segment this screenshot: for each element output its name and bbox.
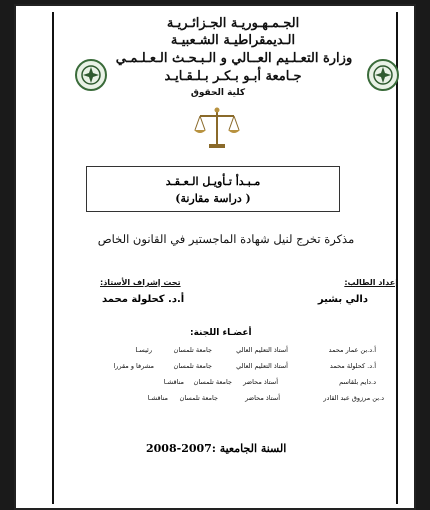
supervisor-name: أ.د. كحلولة محمد [102,294,185,305]
jury-member-name: د.دايم بلقاسم [339,378,376,386]
jury-row [56,362,398,374]
thesis-title-box [86,166,340,212]
jury-member-role: مناقشـا [163,378,184,386]
header-line-university: جـامعة أبـو بـكـر بـلـقـايـد [164,69,302,84]
jury-member-university: جامعة تلمسان [173,362,212,370]
jury-member-rank: أستاذ التعليم العالي [236,362,288,370]
jury-member-role: رئيسـا [135,346,152,354]
document-page [14,4,416,510]
degree-statement: مذكرة تخرج لنيل شهادة الماجستير في القانون الخاص [97,232,355,246]
scales-of-justice-icon [192,106,242,152]
jury-member-name: د.بن مرزوق عبد القادر [323,394,384,402]
university-seal-left-icon [74,58,108,92]
jury-member-role: مشرفا و مقررا [113,362,154,370]
jury-row [56,346,398,358]
academic-year: السنة الجامعية :2007-2008 [146,442,287,455]
university-seal-right-icon [366,58,400,92]
student-name: دالي بشير [317,294,368,305]
header-line-democratic: الـديمقراطيـة الشـعبيـة [170,33,296,48]
jury-member-university: جامعة تلمسان [179,394,218,402]
jury-row [56,394,398,406]
thesis-subtitle: ( دراسة مقارنة) [175,192,251,205]
jury-member-name: أ.د. كحلولة محمد [329,362,376,370]
header-line-ministry: وزارة التعـلـيم العــالي و الـبـحـث الـعـلـمـي [115,51,353,66]
jury-member-rank: أستاذ محاضر [245,394,280,402]
jury-member-rank: أستاذ محاضر [243,378,278,386]
jury-member-rank: أستاذ التعليم العالي [236,346,288,354]
header-line-republic: الجـمـهـوريـة الجـزائـريـة [166,16,300,31]
supervisor-label: تحت إشراف الأستاذ: [100,278,181,287]
jury-member-name: أ.د.بن عمار محمد [328,346,376,354]
student-label: إعداد الطالب: [344,278,398,287]
thesis-title: مـبـدأ تـأويـل الـعـقـد [165,175,261,188]
jury-member-university: جامعة تلمسان [193,378,232,386]
jury-title: أعضـاء اللجنة: [190,328,252,338]
faculty-name: كلية الحقوق [190,88,246,98]
jury-row [56,378,398,390]
jury-member-university: جامعة تلمسان [173,346,212,354]
jury-member-role: مناقشـا [147,394,168,402]
